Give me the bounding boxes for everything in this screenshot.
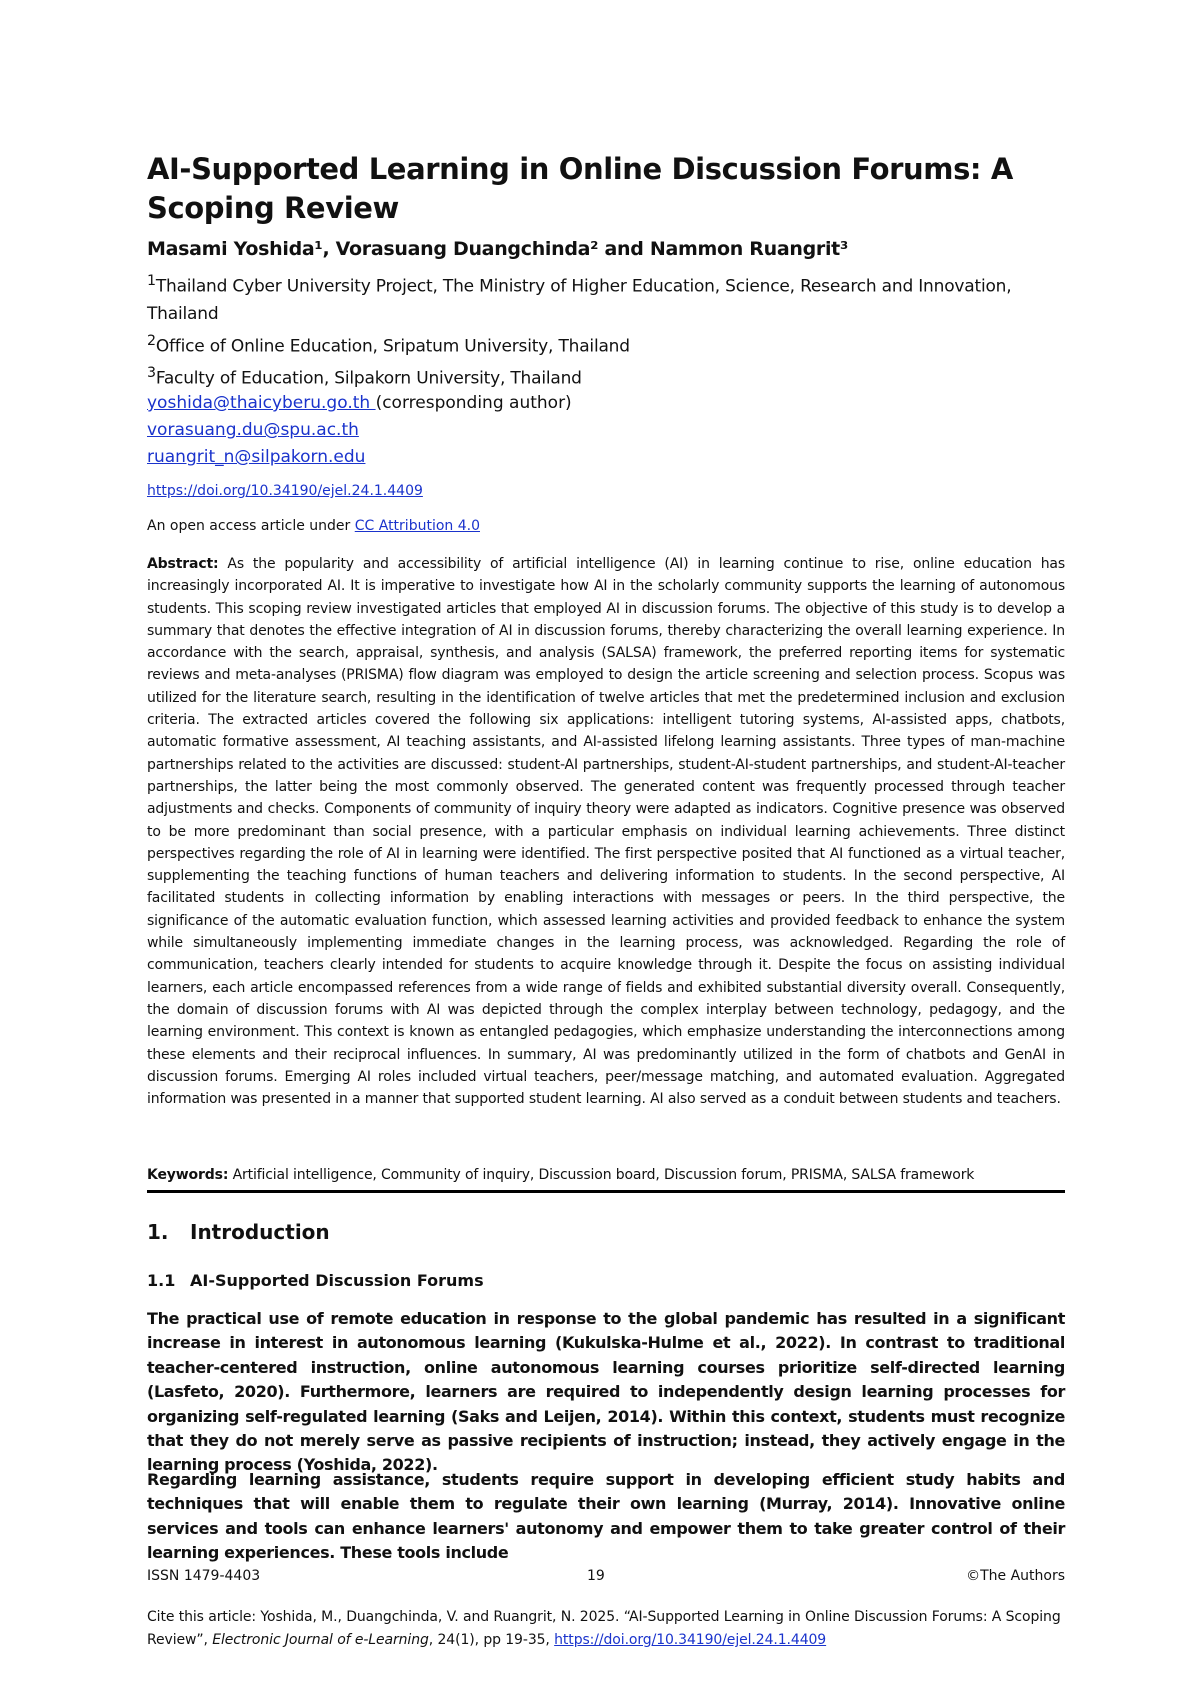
doi-line [147,483,423,499]
doi-link[interactable]: https://doi.org/10.34190/ejel.24.1.4409 [147,483,423,499]
keywords-label: Keywords: [147,1167,229,1183]
email-link-yoshida[interactable]: yoshida@thaicyberu.go.th [147,393,376,413]
email-row-2 [147,417,572,444]
affiliation-text: Thailand Cyber University Project, The Ministry of Higher Education, Science, Research and Innovation, Thailand [147,276,1012,324]
body-paragraph-1: The practical use of remote education in response to the global pandemic has resulted in a significant increase in interest in autonomous learning (Kukulska-Hulme et al., 2022). In contrast to traditional teacher-centered instruction, online autonomous learning courses prioritize self-directed learning (Lasfeto, 2020). Furthermore, learners are required to independently design learning processes for organizing self-regulated learning (Saks and Leijen, 2014). Within this context, students must recognize that they do not merely serve as passive recipients of instruction; instead, they actively engage in the learning process (Yoshida, 2022). [147,1309,1065,1475]
page-number: 19 [587,1568,605,1584]
open-access-text: An open access article under [147,518,355,534]
email-list [147,390,572,471]
body-paragraph-2: Regarding learning assistance, students require support in developing efficient study habits and techniques that will enable them to regulate their own learning (Murray, 2014). Innovative online services and tools can enhance learners' autonomy and empower them to take greater control of their learning experiences. These tools include [147,1470,1065,1563]
citation-prefix: Cite this article: Yoshida, M., Duangchinda, V. and Ruangrit, N. 2025. “AI-Supported Learning in Online Discussion Forums: A Scoping Review”, [147,1609,1061,1648]
section-divider [147,1190,1065,1193]
page-footer [147,1568,1065,1588]
paper-title: AI-Supported Learning in Online Discussion Forums: A Scoping Review [147,152,1013,225]
affiliation-1 [147,268,1065,328]
affiliations [147,268,1065,393]
copyright: ©The Authors [966,1568,1065,1584]
paper-page [147,0,1065,1698]
citation-journal: Electronic Journal of e-Learning [212,1632,429,1648]
abstract [147,553,1065,1110]
citation-suffix: , 24(1), pp 19-35, [428,1632,555,1648]
email-link-duangchinda[interactable]: vorasuang.du@spu.ac.th [147,420,359,440]
subsection-title: AI-Supported Discussion Forums [190,1271,484,1290]
affiliation-marker: 2 [147,332,156,349]
corresponding-author-note: (corresponding author) [375,393,572,413]
affiliation-text: Office of Online Education, Sripatum University, Thailand [155,336,630,357]
email-link-ruangrit[interactable]: ruangrit_n@silpakorn.edu [147,447,366,467]
section-title: Introduction [190,1220,330,1244]
affiliation-text: Faculty of Education, Silpakorn University, Thailand [155,368,582,389]
citation-doi-link[interactable]: https://doi.org/10.34190/ejel.24.1.4409 [554,1632,827,1648]
abstract-label: Abstract: [147,556,219,572]
affiliation-marker: 3 [147,365,156,382]
author-list: Masami Yoshida¹, Vorasuang Duangchinda² and Nammon Ruangrit³ [147,238,848,260]
abstract-text: As the popularity and accessibility of artificial intelligence (AI) in learning continue to rise, online education has increasingly incorporated AI. It is imperative to investigate how AI in the scholarly community supports the learning of autonomous students. This scoping review investigated articles that employed AI in discussion forums. The objective of this study is to develop a summary that denotes the effective integration of AI in discussion forums, thereby characterizing the overall learning experience. In accordance with the search, appraisal, synthesis, and analysis (SALSA) framework, the preferred reporting items for systematic reviews and meta-analyses (PRISMA) flow diagram was employed to design the article screening and selection process. Scopus was utilized for the literature search, resulting in the identification of twelve articles that met the predetermined inclusion and exclusion criteria. The extracted articles covered the following six applications: intelligent tutoring systems, AI-assisted apps, chatbots, automatic formative assessment, AI teaching assistants, and AI-assisted lifelong learning assistants. Three types of man-machine partnerships related to the activities are discussed: student-AI partnerships, student-AI-student partnerships, and student-AI-teacher partnerships, the latter being the most commonly observed. The generated content was frequently processed through teacher adjustments and checks. Components of community of inquiry theory were adapted as indicators. Cognitive presence was observed to be more predominant than social presence, with a particular emphasis on individual learning achievements. Three distinct perspectives regarding the role of AI in learning were identified. The first perspective posited that AI functioned as a virtual teacher, supplementing the teaching functions of human teachers and delivering information to students. In the second perspective, AI facilitated students in collecting information by enabling interactions with messages or peers. In the third perspective, the significance of the automatic evaluation function, which assessed learning activities and provided feedback to enhance the system while simultaneously implementing immediate changes in the learning process, was acknowledged. Regarding the role of communication, teachers clearly intended for students to acquire knowledge through it. Despite the focus on assisting individual learners, each article encompassed references from a wide range of fields and exhibited substantial diversity overall. Consequently, the domain of discussion forums with AI was depicted through the complex interplay between technology, pedagogy, and the learning environment. This context is known as entangled pedagogies, which emphasize understanding the interconnections among these elements and their reciprocal influences. In summary, AI was predominantly utilized in the form of chatbots and GenAI in discussion forums. Emerging AI roles included virtual teachers, peer/message matching, and automated evaluation. Aggregated information was presented in a manner that supported student learning. AI also served as a conduit between students and teachers. [147,556,1065,1108]
email-row-3 [147,444,572,471]
section-heading [147,1220,330,1244]
affiliation-3 [147,360,1065,393]
subsection-heading [147,1271,484,1290]
keywords-text: Artificial intelligence, Community of inquiry, Discussion board, Discussion forum, PRISMA, SALSA framework [232,1167,975,1183]
affiliation-2 [147,328,1065,361]
section-number: 1. [147,1220,169,1244]
keywords [147,1167,1065,1183]
open-access-line [147,518,480,534]
email-row-1 [147,390,572,417]
citation [147,1606,1065,1652]
license-link[interactable]: CC Attribution 4.0 [354,518,480,534]
subsection-number: 1.1 [147,1271,176,1290]
issn: ISSN 1479-4403 [147,1568,261,1584]
affiliation-marker: 1 [147,273,156,289]
